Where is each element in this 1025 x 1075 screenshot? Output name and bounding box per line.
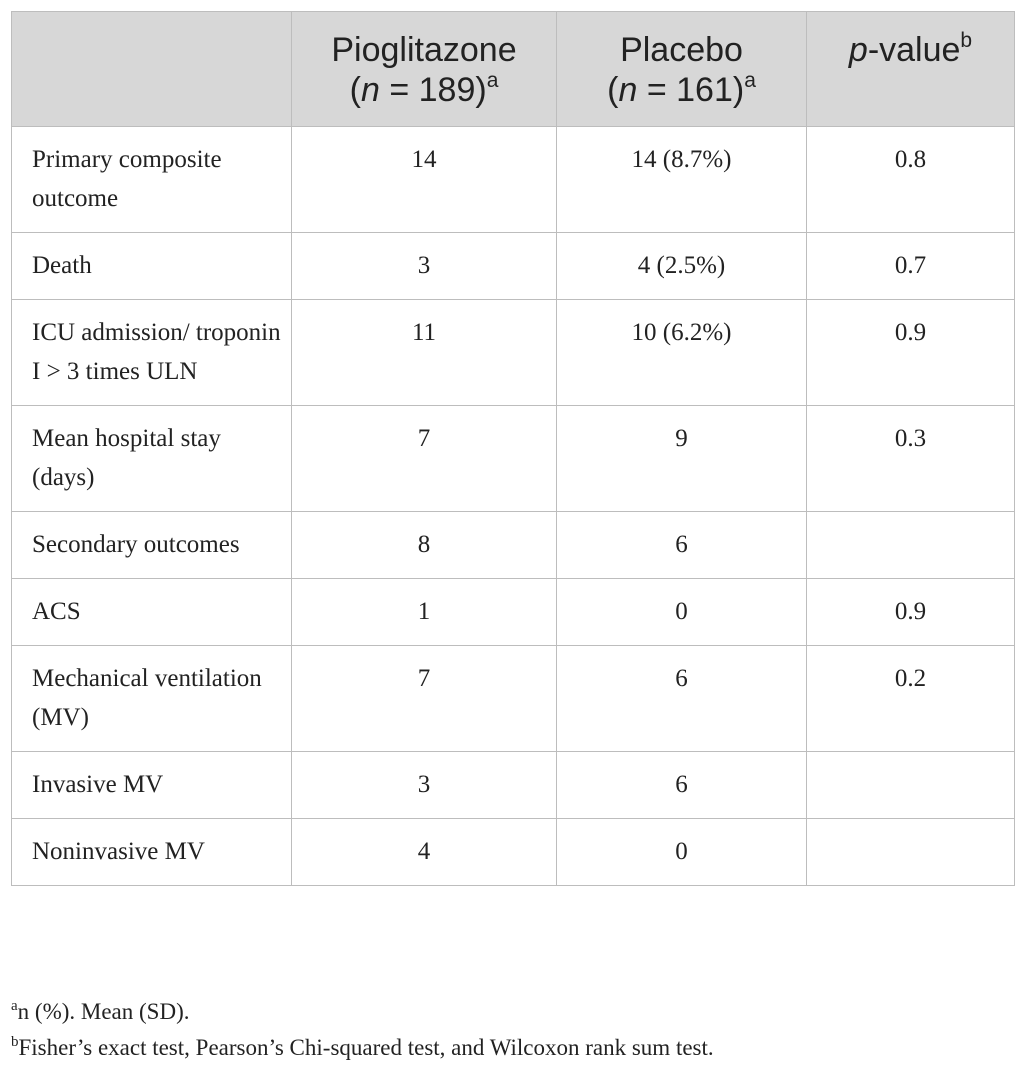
row-label: Mean hospital stay (days) xyxy=(12,406,292,512)
header-placebo-sup: a xyxy=(744,69,756,92)
p-value xyxy=(807,752,1015,819)
header-p-sup: b xyxy=(960,29,973,52)
pioglitazone-value: 8 xyxy=(292,512,557,579)
header-placebo: Placebo (n = 161)$^a$ xyxy=(557,12,807,127)
footnote-b-text: Fisher’s exact test, Pearson’s Chi-squared test, and Wilcoxon rank sum test. xyxy=(18,1035,714,1060)
table-row xyxy=(12,406,1015,512)
table-row xyxy=(12,646,1015,752)
p-value xyxy=(807,819,1015,886)
placebo-value: 6 xyxy=(557,646,807,752)
table-row xyxy=(12,512,1015,579)
p-value: 0.7 xyxy=(807,233,1015,300)
placebo-value: 0 xyxy=(557,819,807,886)
placebo-value: 14 (8.7%) xyxy=(557,127,807,233)
header-p-value xyxy=(807,12,1015,127)
results-table xyxy=(11,11,1015,886)
table-row xyxy=(12,819,1015,886)
table-row xyxy=(12,752,1015,819)
placebo-value: 6 xyxy=(557,512,807,579)
p-value: 0.3 xyxy=(807,406,1015,512)
p-value: 0.8 xyxy=(807,127,1015,233)
table-row xyxy=(12,233,1015,300)
footnote-a xyxy=(11,994,1014,1030)
header-p-rest: -value xyxy=(867,31,961,69)
table-footnotes xyxy=(11,994,1014,1066)
placebo-value: 4 (2.5%) xyxy=(557,233,807,300)
pioglitazone-value: 11 xyxy=(292,300,557,406)
placebo-value: 9 xyxy=(557,406,807,512)
table-row xyxy=(12,127,1015,233)
p-value: 0.9 xyxy=(807,579,1015,646)
placebo-value: 0 xyxy=(557,579,807,646)
header-pioglitazone: Pioglitazone (n = 189)$^a$ xyxy=(292,12,557,127)
pioglitazone-value: 1 xyxy=(292,579,557,646)
p-value: 0.2 xyxy=(807,646,1015,752)
header-pioglitazone-n: n xyxy=(360,71,380,109)
pioglitazone-value: 7 xyxy=(292,406,557,512)
pioglitazone-value: 3 xyxy=(292,752,557,819)
results-table-container xyxy=(11,11,1014,886)
header-pioglitazone-name: Pioglitazone xyxy=(331,31,517,69)
footnote-a-marker: a xyxy=(11,998,18,1014)
header-pioglitazone-sup: a xyxy=(486,69,499,92)
footnote-b xyxy=(11,1030,1014,1066)
placebo-value: 6 xyxy=(557,752,807,819)
pioglitazone-value: 3 xyxy=(292,233,557,300)
row-label: Primary composite outcome xyxy=(12,127,292,233)
row-label: Invasive MV xyxy=(12,752,292,819)
p-value: 0.9 xyxy=(807,300,1015,406)
header-pioglitazone-count: = 189) xyxy=(379,71,487,109)
header-p-letter: p xyxy=(848,31,868,69)
header-placebo-count: = 161) xyxy=(637,71,745,109)
pioglitazone-value: 4 xyxy=(292,819,557,886)
row-label: ICU admission/ troponin I > 3 times ULN xyxy=(12,300,292,406)
row-label: ACS xyxy=(12,579,292,646)
footnote-b-marker: b xyxy=(11,1034,19,1050)
row-label: Mechanical ventilation (MV) xyxy=(12,646,292,752)
pioglitazone-value: 7 xyxy=(292,646,557,752)
header-row xyxy=(12,12,1015,127)
header-empty-cell xyxy=(12,12,292,127)
footnote-a-text: n (%). Mean (SD). xyxy=(17,999,190,1024)
table-row xyxy=(12,300,1015,406)
row-label: Death xyxy=(12,233,292,300)
header-placebo-n: n xyxy=(618,71,638,109)
pioglitazone-value: 14 xyxy=(292,127,557,233)
row-label: Secondary outcomes xyxy=(12,512,292,579)
header-placebo-name: Placebo xyxy=(620,31,743,69)
placebo-value: 10 (6.2%) xyxy=(557,300,807,406)
row-label: Noninvasive MV xyxy=(12,819,292,886)
table-row xyxy=(12,579,1015,646)
p-value xyxy=(807,512,1015,579)
